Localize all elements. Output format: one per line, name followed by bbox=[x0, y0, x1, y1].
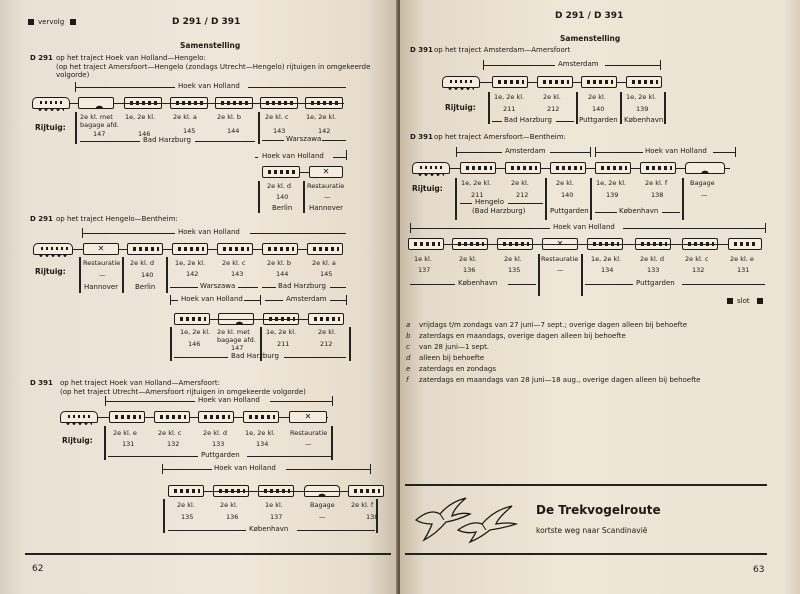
baggage-car-icon bbox=[685, 162, 725, 174]
kobenhavn-line bbox=[508, 284, 536, 285]
route-line bbox=[82, 233, 175, 234]
car-class: 1e, 2e kl. bbox=[461, 179, 492, 187]
bracket-bar bbox=[170, 327, 172, 361]
car-class: 2e kl. e bbox=[113, 429, 137, 437]
bracket-bar bbox=[590, 178, 592, 220]
car-class: 1e kl. bbox=[414, 255, 432, 263]
bracket-bar bbox=[581, 254, 583, 296]
bracket-bar bbox=[488, 92, 490, 124]
hengelo-label: Hengelo bbox=[475, 198, 504, 206]
car-icon bbox=[492, 76, 528, 88]
car-icon bbox=[348, 485, 384, 497]
sec2-code: D 291 bbox=[30, 215, 53, 223]
rijtuig-label: Rijtuig: bbox=[445, 103, 476, 112]
note-text: vrijdags t/m zondags van 27 juni—7 sept.; overige dagen alleen bij behoefte bbox=[419, 321, 688, 329]
car-class: 2e kl. d bbox=[640, 255, 665, 263]
bracket-bar bbox=[455, 178, 457, 220]
car-number: 140 bbox=[592, 105, 605, 113]
car-icon bbox=[505, 162, 541, 174]
route-line bbox=[550, 152, 590, 153]
car-icon bbox=[408, 238, 444, 250]
car-number: 212 bbox=[320, 340, 333, 348]
car-number: 138 bbox=[651, 191, 664, 199]
bad-harzburg-line bbox=[174, 357, 228, 358]
note-text: zaterdags en maandags van 28 juni—18 aug., overige dagen alleen bij behoefte bbox=[419, 376, 701, 384]
couplers bbox=[204, 491, 348, 492]
car-icon bbox=[172, 243, 208, 255]
kobenhavn-label: København bbox=[249, 525, 289, 533]
car-number: 132 bbox=[167, 440, 180, 448]
car-class: 2e kl. met bbox=[80, 113, 113, 121]
couplers bbox=[210, 319, 308, 320]
bracket-bar bbox=[258, 181, 260, 213]
bracket-bar bbox=[122, 257, 124, 293]
note-key: a bbox=[406, 321, 411, 329]
sec1-text1: op het traject Hoek van Holland—Hengelo: bbox=[56, 54, 206, 62]
sec1-route-tick bbox=[75, 82, 76, 92]
sec3-route-top: Hoek van Holland bbox=[198, 396, 260, 404]
car-number: 147 bbox=[231, 344, 244, 352]
car-class: 1e, 2e kl. bbox=[175, 259, 206, 267]
car-class: 1e, 2e kl. bbox=[596, 179, 627, 187]
warszawa-line bbox=[170, 287, 198, 288]
car-number: 134 bbox=[256, 440, 269, 448]
car-icon bbox=[174, 313, 210, 325]
sec3-text1: op het traject Hoek van Holland—Amersfoort: bbox=[60, 379, 220, 387]
puttgarden-line bbox=[108, 456, 198, 457]
car-class: 2e kl. met bbox=[217, 328, 250, 336]
bad-harzburg-label: Bad Harzburg bbox=[143, 136, 191, 144]
car-class: 2e kl. bbox=[556, 179, 574, 187]
route-line bbox=[286, 469, 370, 470]
car-icon bbox=[109, 411, 145, 423]
car-number: 211 bbox=[277, 340, 290, 348]
car-number: 133 bbox=[212, 440, 225, 448]
bracket-bar bbox=[538, 254, 540, 296]
left-page bbox=[0, 0, 398, 594]
car-class: 2e kl. c bbox=[158, 429, 182, 437]
car-destination: Berlin bbox=[272, 204, 293, 212]
car-icon bbox=[581, 76, 617, 88]
note-key: d bbox=[406, 354, 411, 362]
car-class: 2e kl. d bbox=[267, 182, 292, 190]
note-text: zaterdags en zondags bbox=[419, 365, 497, 373]
r-sec2-route-c: Hoek van Holland bbox=[553, 223, 615, 231]
car-icon bbox=[640, 162, 676, 174]
puttgarden-line bbox=[682, 284, 765, 285]
car-number: 211 bbox=[503, 105, 516, 113]
car-destination: Berlin bbox=[135, 283, 156, 291]
puttgarden-label: Puttgarden bbox=[579, 116, 618, 124]
bracket-bar bbox=[545, 178, 547, 220]
car-class: 2e kl. bbox=[511, 179, 529, 187]
route-line bbox=[605, 65, 660, 66]
coupler bbox=[300, 172, 309, 173]
bracket-bar bbox=[331, 426, 333, 460]
note-key: f bbox=[406, 376, 409, 384]
bracket-bar bbox=[75, 112, 77, 144]
left-section-title: Samenstelling bbox=[180, 41, 241, 50]
puttgarden-label: Puttgarden bbox=[201, 451, 240, 459]
route-line bbox=[162, 469, 212, 470]
vervolg-label: vervolg bbox=[38, 18, 65, 26]
slot-marker-icon bbox=[727, 298, 733, 304]
bracket-bar bbox=[664, 92, 666, 124]
r-sec2-code: D 391 bbox=[410, 133, 433, 141]
puttgarden-line bbox=[585, 284, 633, 285]
rijtuig-label: Rijtuig: bbox=[35, 123, 66, 132]
car-number: 147 bbox=[93, 130, 106, 138]
car-number: 131 bbox=[737, 266, 750, 274]
warszawa-label: Warszawa bbox=[286, 135, 322, 143]
route-line bbox=[483, 65, 555, 66]
route-line bbox=[270, 401, 332, 402]
note-key: c bbox=[406, 343, 410, 351]
right-section-title: Samenstelling bbox=[560, 34, 621, 43]
route-line bbox=[250, 233, 346, 234]
car-number: — bbox=[701, 191, 708, 199]
car-number: — bbox=[305, 440, 312, 448]
kobenhavn-line bbox=[410, 284, 455, 285]
restaurant-car-icon bbox=[309, 166, 343, 178]
car-number: 131 bbox=[122, 440, 135, 448]
car-class: 2e kl. bbox=[177, 501, 195, 509]
car-number: 143 bbox=[231, 270, 244, 278]
car-icon bbox=[537, 76, 573, 88]
car-number: 143 bbox=[273, 127, 286, 135]
car-number: 136 bbox=[226, 513, 239, 521]
car-icon bbox=[243, 411, 279, 423]
car-class: 2e kl. f bbox=[351, 501, 374, 509]
route-tick bbox=[735, 147, 736, 157]
bad-harzburg-line bbox=[80, 141, 140, 142]
bracket-bar bbox=[104, 426, 106, 460]
vervolg-marker-icon bbox=[28, 19, 34, 25]
note-key: b bbox=[406, 332, 411, 340]
car-class: 1e, 2e kl. bbox=[494, 93, 525, 101]
bad-harzburg-sub-label: Bad Harzburg bbox=[231, 352, 279, 360]
car-number: 137 bbox=[270, 513, 283, 521]
bad-harzburg-label: Bad Harzburg bbox=[504, 116, 552, 124]
sub-route-line bbox=[170, 300, 178, 301]
bad-harzburg-line bbox=[262, 287, 276, 288]
car-number: 142 bbox=[186, 270, 199, 278]
car-number: 137 bbox=[418, 266, 431, 274]
bracket-bar bbox=[166, 257, 168, 293]
route-tick bbox=[660, 60, 661, 70]
car-class: Restauratie bbox=[290, 429, 328, 437]
kobenhavn-line bbox=[662, 212, 680, 213]
rijtuig-label: Rijtuig: bbox=[62, 436, 93, 445]
car-icon bbox=[308, 313, 344, 325]
rijtuig-label: Rijtuig: bbox=[412, 184, 443, 193]
locomotive-icon bbox=[412, 162, 450, 174]
hengelo-sub-label: (Bad Harzburg) bbox=[472, 207, 526, 215]
car-number: 135 bbox=[508, 266, 521, 274]
car-class: Restauratie bbox=[541, 255, 579, 263]
car-class: 2e kl. c bbox=[685, 255, 709, 263]
car-class-2: bagage afd. bbox=[217, 336, 256, 344]
car-class: 2e kl. bbox=[459, 255, 477, 263]
kobenhavn-line bbox=[297, 530, 375, 531]
ad-rule-top bbox=[405, 484, 767, 486]
note-text: zaterdags en maandags, overige dagen alleen bij behoefte bbox=[419, 332, 626, 340]
route-tick bbox=[765, 223, 766, 233]
bad-harzburg-line bbox=[492, 121, 502, 122]
right-header: D 291 / D 391 bbox=[555, 11, 624, 21]
sub-route-line bbox=[333, 157, 346, 158]
car-number: 212 bbox=[516, 191, 529, 199]
car-number: 136 bbox=[463, 266, 476, 274]
car-icon bbox=[550, 162, 586, 174]
route-tick bbox=[370, 464, 371, 474]
car-class: 2e kl. d bbox=[130, 259, 155, 267]
car-number: 140 bbox=[561, 191, 574, 199]
r-sec1-text: op het traject Amsterdam—Amersfoort bbox=[434, 46, 571, 54]
left-page-number: 62 bbox=[32, 564, 44, 574]
car-number: 212 bbox=[547, 105, 560, 113]
car-class: 1e, 2e kl. bbox=[591, 255, 622, 263]
car-number: 135 bbox=[181, 513, 194, 521]
r-sec2-route-a: Amsterdam bbox=[505, 147, 546, 155]
sec3-text2: (op het traject Utrecht—Amersfoort rijtuigen in omgekeerde volgorde) bbox=[60, 388, 306, 396]
route-line bbox=[623, 228, 765, 229]
sec1-route-line-left bbox=[75, 87, 175, 88]
car-icon bbox=[78, 97, 114, 109]
puttgarden-label: Puttgarden bbox=[550, 207, 589, 215]
sub-route-line bbox=[330, 300, 346, 301]
car-class: 1e kl. bbox=[265, 501, 283, 509]
bad-harzburg-line bbox=[556, 121, 574, 122]
locomotive-icon bbox=[60, 411, 98, 423]
car-number: — bbox=[557, 266, 564, 274]
sub-route-tick bbox=[260, 295, 261, 305]
bracket-bar bbox=[576, 92, 578, 124]
route-line bbox=[713, 152, 735, 153]
car-number: 211 bbox=[471, 191, 484, 199]
bad-harzburg-line bbox=[284, 357, 346, 358]
car-number: — bbox=[319, 513, 326, 521]
locomotive-icon bbox=[33, 243, 73, 255]
kobenhavn-label: København bbox=[619, 207, 659, 215]
car-icon bbox=[595, 162, 631, 174]
car-class: 1e, 2e kl. bbox=[626, 93, 657, 101]
sec1-text3: volgorde) bbox=[56, 71, 90, 79]
bad-harzburg-label: Bad Harzburg bbox=[278, 282, 326, 290]
warszawa-line bbox=[322, 140, 346, 141]
car-class-2: bagage afd. bbox=[80, 121, 119, 129]
warszawa-line bbox=[262, 140, 284, 141]
kobenhavn-line bbox=[168, 530, 246, 531]
car-class: 2e kl. a bbox=[173, 113, 197, 121]
car-number: 145 bbox=[320, 270, 333, 278]
kobenhavn-label: København bbox=[624, 116, 664, 124]
car-number: 139 bbox=[636, 105, 649, 113]
sub-route-line bbox=[244, 300, 260, 301]
locomotive-icon bbox=[32, 97, 70, 109]
car-icon bbox=[728, 238, 762, 250]
couplers bbox=[444, 244, 728, 245]
right-page bbox=[400, 0, 800, 594]
car-class: 2e kl. b bbox=[217, 113, 242, 121]
rijtuig-label: Rijtuig: bbox=[35, 267, 66, 276]
slot-end-icon bbox=[757, 298, 763, 304]
sec1-route-top: Hoek van Holland bbox=[178, 82, 240, 90]
sub-route-line bbox=[255, 157, 258, 158]
car-number: 139 bbox=[606, 191, 619, 199]
car-icon bbox=[127, 243, 163, 255]
sec1-route-line-right bbox=[248, 87, 346, 88]
sec2-text: op het traject Hengelo—Bentheim: bbox=[56, 215, 178, 223]
puttgarden-label: Puttgarden bbox=[636, 279, 675, 287]
r-sec2-route-b: Hoek van Holland bbox=[645, 147, 707, 155]
car-class: 2e kl. bbox=[543, 93, 561, 101]
car-number: 140 bbox=[141, 271, 154, 279]
note-text: alleen bij behoefte bbox=[419, 354, 485, 362]
ad-rule-bottom bbox=[405, 553, 767, 555]
car-class: 2e kl. bbox=[504, 255, 522, 263]
sec1-code: D 291 bbox=[30, 54, 53, 62]
bracket-bar bbox=[163, 499, 165, 533]
bracket-bar bbox=[303, 181, 305, 213]
coupler bbox=[70, 103, 78, 104]
bad-harzburg-line bbox=[195, 141, 255, 142]
car-number: 138 bbox=[366, 513, 379, 521]
car-class: 2e kl. f bbox=[645, 179, 668, 187]
sub-route-tick bbox=[346, 150, 347, 160]
sec2-route-top: Hoek van Holland bbox=[178, 228, 240, 236]
sec1-route-sub: Hoek van Holland bbox=[262, 152, 324, 160]
car-icon bbox=[217, 243, 253, 255]
vervolg-end-icon bbox=[70, 19, 76, 25]
car-class: 1e, 2e kl. bbox=[180, 328, 211, 336]
kobenhavn-label: København bbox=[458, 279, 498, 287]
hengelo-line bbox=[460, 203, 472, 204]
car-class: 1e, 2e kl. bbox=[306, 113, 337, 121]
car-number: 144 bbox=[276, 270, 289, 278]
sec2-route-sub-b: Amsterdam bbox=[286, 295, 327, 303]
car-class: 2e kl. c bbox=[265, 113, 289, 121]
route-line bbox=[105, 401, 195, 402]
car-icon bbox=[168, 485, 204, 497]
car-icon bbox=[262, 166, 300, 178]
right-page-number: 63 bbox=[753, 565, 765, 575]
car-icon bbox=[154, 411, 190, 423]
note-text: van 28 juni—1 sept. bbox=[419, 343, 490, 351]
car-destination: Hannover bbox=[84, 283, 119, 291]
car-class: 2e kl. bbox=[588, 93, 606, 101]
car-icon bbox=[262, 243, 298, 255]
hengelo-line bbox=[508, 203, 543, 204]
car-number: — bbox=[99, 271, 106, 279]
r-sec1-code: D 391 bbox=[410, 46, 433, 54]
car-number: 134 bbox=[601, 266, 614, 274]
locomotive-icon bbox=[442, 76, 480, 88]
car-number: 140 bbox=[276, 193, 289, 201]
car-class: 1e, 2e kl. bbox=[125, 113, 156, 121]
car-class: 1e, 2e kl. bbox=[245, 429, 276, 437]
puttgarden-line bbox=[247, 456, 331, 457]
car-icon bbox=[307, 243, 343, 255]
restaurant-car-icon bbox=[83, 243, 119, 255]
left-header: D 291 / D 391 bbox=[172, 17, 241, 27]
bracket-bar bbox=[258, 112, 260, 144]
restaurant-car-icon bbox=[289, 411, 327, 423]
warszawa-label: Warszawa bbox=[200, 282, 236, 290]
car-icon bbox=[460, 162, 496, 174]
sec2-route-sub-a: Hoek van Holland bbox=[181, 295, 243, 303]
car-class: Restauratie bbox=[307, 182, 345, 190]
route-tick bbox=[590, 147, 591, 157]
car-class: Bagage bbox=[310, 501, 335, 509]
car-class: 2e kl. c bbox=[222, 259, 246, 267]
car-number: 146 bbox=[188, 340, 201, 348]
kobenhavn-line bbox=[595, 212, 617, 213]
slot-label: slot bbox=[737, 297, 750, 305]
car-class: 2e kl. e bbox=[730, 255, 754, 263]
sec1-text2: (op het traject Amersfoort—Hengelo (zondags Utrecht—Hengelo) rijtuigen in omgekeerde bbox=[56, 63, 371, 71]
route-line bbox=[410, 228, 550, 229]
route-tick bbox=[332, 396, 333, 406]
footer-rule bbox=[25, 553, 391, 555]
note-key: e bbox=[406, 365, 411, 373]
car-class: 2e kl. d bbox=[203, 429, 228, 437]
car-number: 144 bbox=[227, 127, 240, 135]
car-class: Bagage bbox=[690, 179, 715, 187]
car-icon bbox=[198, 411, 234, 423]
car-number: 132 bbox=[692, 266, 705, 274]
car-number: 133 bbox=[647, 266, 660, 274]
sub-route-line bbox=[265, 300, 283, 301]
car-class: 1e, 2e kl. bbox=[266, 328, 297, 336]
couplers bbox=[114, 103, 344, 104]
warszawa-line bbox=[238, 287, 258, 288]
bracket-bar bbox=[620, 92, 622, 124]
route-line bbox=[595, 152, 643, 153]
car-icon bbox=[626, 76, 662, 88]
migratory-birds-logo-icon bbox=[410, 490, 528, 546]
sec3-code: D 391 bbox=[30, 379, 53, 387]
route-line bbox=[456, 152, 502, 153]
car-number: 142 bbox=[318, 127, 331, 135]
car-number: 145 bbox=[183, 127, 196, 135]
ad-subtitle: kortste weg naar Scandinavië bbox=[536, 526, 648, 535]
bracket-bar bbox=[349, 327, 351, 361]
bracket-bar bbox=[79, 257, 81, 293]
car-class: 2e kl. a bbox=[312, 259, 336, 267]
bracket-bar bbox=[682, 178, 684, 220]
car-number: 146 bbox=[138, 130, 151, 138]
sec3-route-sub: Hoek van Holland bbox=[214, 464, 276, 472]
r-sec2-text: op het traject Amersfoort—Bentheim: bbox=[434, 133, 566, 141]
sub-route-tick bbox=[346, 295, 347, 305]
bad-harzburg-line bbox=[330, 287, 346, 288]
car-class: 2e kl. b bbox=[267, 259, 292, 267]
car-number: — bbox=[324, 193, 331, 201]
ad-title: De Trekvogelroute bbox=[536, 503, 661, 517]
r-sec1-route-top: Amsterdam bbox=[558, 60, 599, 68]
car-class: 2e kl. bbox=[318, 328, 336, 336]
car-destination: Hannover bbox=[309, 204, 344, 212]
car-class: 2e kl. bbox=[220, 501, 238, 509]
car-class: Restauratie bbox=[83, 259, 121, 267]
